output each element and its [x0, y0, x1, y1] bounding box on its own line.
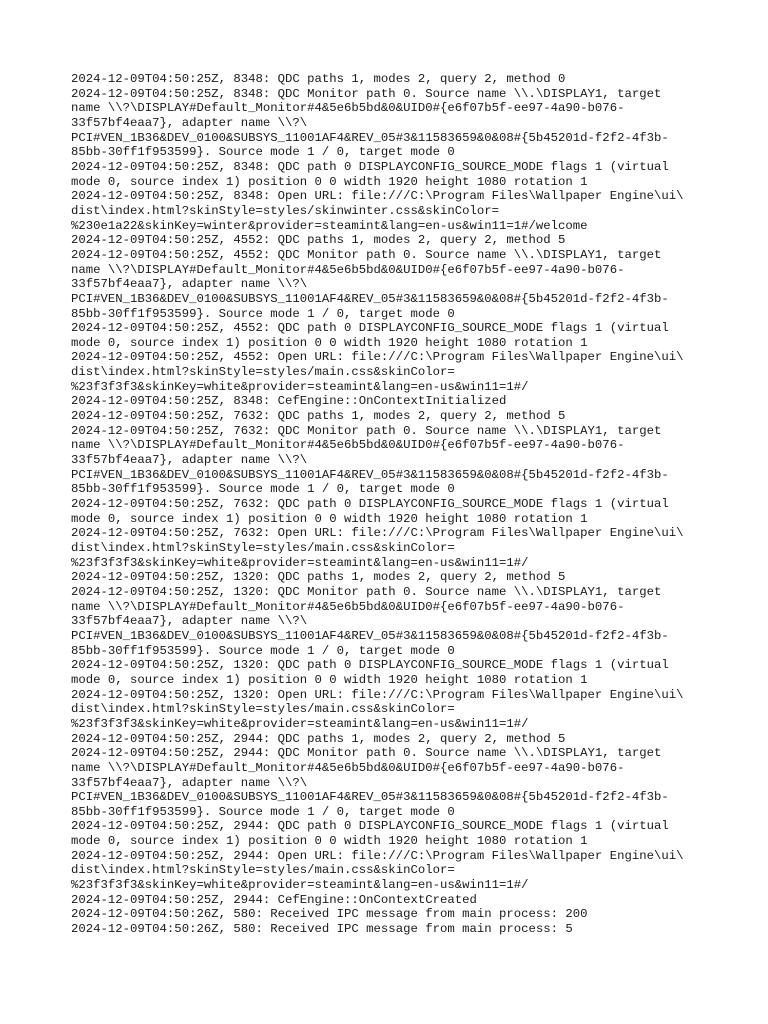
- log-line: 33f57bf4eaa7}, adapter name \\?\: [71, 775, 308, 790]
- log-line: %23f3f3f3&skinKey=white&provider=steamint&lang=en-us&win11=1#/: [71, 878, 529, 893]
- log-line: 2024-12-09T04:50:25Z, 4552: QDC paths 1, modes 2, query 2, method 5: [71, 233, 566, 248]
- log-line: 2024-12-09T04:50:26Z, 580: Received IPC message from main process: 200: [71, 907, 588, 922]
- log-line: name \\?\DISPLAY#Default_Monitor#4&5e6b5bd&0&UID0#{e6f07b5f-ee97-4a90-b076-: [71, 262, 625, 277]
- log-line: 85bb-30ff1f953599}. Source mode 1 / 0, target mode 0: [71, 145, 455, 160]
- log-line: %23f3f3f3&skinKey=white&provider=steamint&lang=en-us&win11=1#/: [71, 379, 529, 394]
- log-line: 33f57bf4eaa7}, adapter name \\?\: [71, 453, 308, 468]
- log-line: PCI#VEN_1B36&DEV_0100&SUBSYS_11001AF4&REV_05#3&11583659&0&08#{5b45201d-f2f2-4f3b-: [71, 790, 669, 805]
- log-line: 2024-12-09T04:50:25Z, 7632: QDC path 0 DISPLAYCONFIG_SOURCE_MODE flags 1 (virtual: [71, 497, 669, 512]
- log-line: dist\index.html?skinStyle=styles/main.css&skinColor=: [71, 702, 455, 717]
- log-line: 2024-12-09T04:50:26Z, 580: Received IPC message from main process: 5: [71, 922, 573, 937]
- log-line: 33f57bf4eaa7}, adapter name \\?\: [71, 277, 308, 292]
- log-line: mode 0, source index 1) position 0 0 width 1920 height 1080 rotation 1: [71, 335, 588, 350]
- log-line: 2024-12-09T04:50:25Z, 7632: QDC paths 1, modes 2, query 2, method 5: [71, 409, 566, 424]
- log-line: name \\?\DISPLAY#Default_Monitor#4&5e6b5bd&0&UID0#{e6f07b5f-ee97-4a90-b076-: [71, 101, 625, 116]
- log-line: 2024-12-09T04:50:25Z, 2944: CefEngine::OnContextCreated: [71, 892, 477, 907]
- log-line: 2024-12-09T04:50:25Z, 4552: Open URL: file:///C:\Program Files\Wallpaper Engine\ui\: [71, 350, 684, 365]
- log-line: mode 0, source index 1) position 0 0 width 1920 height 1080 rotation 1: [71, 174, 588, 189]
- log-line: 2024-12-09T04:50:25Z, 8348: QDC paths 1, modes 2, query 2, method 0: [71, 72, 566, 86]
- log-line: 2024-12-09T04:50:25Z, 8348: QDC Monitor path 0. Source name \\.\DISPLAY1, target: [71, 86, 662, 101]
- log-line: %23f3f3f3&skinKey=white&provider=steamint&lang=en-us&win11=1#/: [71, 716, 529, 731]
- log-line: 2024-12-09T04:50:25Z, 1320: QDC Monitor path 0. Source name \\.\DISPLAY1, target: [71, 584, 662, 599]
- log-line: name \\?\DISPLAY#Default_Monitor#4&5e6b5bd&0&UID0#{e6f07b5f-ee97-4a90-b076-: [71, 599, 625, 614]
- log-line: 2024-12-09T04:50:25Z, 7632: QDC Monitor path 0. Source name \\.\DISPLAY1, target: [71, 423, 662, 438]
- log-line: dist\index.html?skinStyle=styles/main.css&skinColor=: [71, 863, 455, 878]
- log-line: 33f57bf4eaa7}, adapter name \\?\: [71, 115, 308, 130]
- log-line: %230e1a22&skinKey=winter&provider=steamint&lang=en-us&win11=1#/welcome: [71, 218, 588, 233]
- log-line: 2024-12-09T04:50:25Z, 2944: QDC path 0 DISPLAYCONFIG_SOURCE_MODE flags 1 (virtual: [71, 819, 669, 834]
- log-line: %23f3f3f3&skinKey=white&provider=steamint&lang=en-us&win11=1#/: [71, 555, 529, 570]
- log-line: PCI#VEN_1B36&DEV_0100&SUBSYS_11001AF4&REV_05#3&11583659&0&08#{5b45201d-f2f2-4f3b-: [71, 130, 669, 145]
- log-line: 2024-12-09T04:50:25Z, 8348: QDC path 0 DISPLAYCONFIG_SOURCE_MODE flags 1 (virtual: [71, 159, 669, 174]
- log-line: 2024-12-09T04:50:25Z, 8348: Open URL: file:///C:\Program Files\Wallpaper Engine\ui\: [71, 189, 684, 204]
- log-line: 2024-12-09T04:50:25Z, 2944: QDC Monitor path 0. Source name \\.\DISPLAY1, target: [71, 746, 662, 761]
- log-line: 2024-12-09T04:50:25Z, 8348: CefEngine::OnContextInitialized: [71, 394, 507, 409]
- log-line: 33f57bf4eaa7}, adapter name \\?\: [71, 614, 308, 629]
- log-line: 2024-12-09T04:50:25Z, 1320: Open URL: file:///C:\Program Files\Wallpaper Engine\ui\: [71, 687, 684, 702]
- log-line: name \\?\DISPLAY#Default_Monitor#4&5e6b5bd&0&UID0#{e6f07b5f-ee97-4a90-b076-: [71, 760, 625, 775]
- log-line: 2024-12-09T04:50:25Z, 1320: QDC path 0 DISPLAYCONFIG_SOURCE_MODE flags 1 (virtual: [71, 658, 669, 673]
- log-line: 2024-12-09T04:50:25Z, 2944: Open URL: file:///C:\Program Files\Wallpaper Engine\ui\: [71, 848, 684, 863]
- log-line: mode 0, source index 1) position 0 0 width 1920 height 1080 rotation 1: [71, 834, 588, 849]
- log-line: 85bb-30ff1f953599}. Source mode 1 / 0, target mode 0: [71, 482, 455, 497]
- log-line: 85bb-30ff1f953599}. Source mode 1 / 0, target mode 0: [71, 804, 455, 819]
- log-line: 85bb-30ff1f953599}. Source mode 1 / 0, target mode 0: [71, 306, 455, 321]
- log-line: 2024-12-09T04:50:25Z, 1320: QDC paths 1, modes 2, query 2, method 5: [71, 570, 566, 585]
- log-line: PCI#VEN_1B36&DEV_0100&SUBSYS_11001AF4&REV_05#3&11583659&0&08#{5b45201d-f2f2-4f3b-: [71, 628, 669, 643]
- log-line: mode 0, source index 1) position 0 0 width 1920 height 1080 rotation 1: [71, 672, 588, 687]
- log-line: 2024-12-09T04:50:25Z, 4552: QDC path 0 DISPLAYCONFIG_SOURCE_MODE flags 1 (virtual: [71, 321, 669, 336]
- log-line: PCI#VEN_1B36&DEV_0100&SUBSYS_11001AF4&REV_05#3&11583659&0&08#{5b45201d-f2f2-4f3b-: [71, 291, 669, 306]
- log-line: dist\index.html?skinStyle=styles/main.css&skinColor=: [71, 541, 455, 555]
- log-line: name \\?\DISPLAY#Default_Monitor#4&5e6b5bd&0&UID0#{e6f07b5f-ee97-4a90-b076-: [71, 438, 625, 453]
- log-line: PCI#VEN_1B36&DEV_0100&SUBSYS_11001AF4&REV_05#3&11583659&0&08#{5b45201d-f2f2-4f3b-: [71, 467, 669, 482]
- log-line: 85bb-30ff1f953599}. Source mode 1 / 0, target mode 0: [71, 643, 455, 658]
- log-line: mode 0, source index 1) position 0 0 width 1920 height 1080 rotation 1: [71, 511, 588, 526]
- log-document: [71, 72, 711, 937]
- log-line: dist\index.html?skinStyle=styles/main.css&skinColor=: [71, 365, 455, 380]
- log-line: 2024-12-09T04:50:25Z, 7632: Open URL: file:///C:\Program Files\Wallpaper Engine\ui\: [71, 526, 684, 541]
- log-line: dist\index.html?skinStyle=styles/skinwinter.css&skinColor=: [71, 203, 500, 218]
- log-line: 2024-12-09T04:50:25Z, 2944: QDC paths 1, modes 2, query 2, method 5: [71, 731, 566, 746]
- log-line: 2024-12-09T04:50:25Z, 4552: QDC Monitor path 0. Source name \\.\DISPLAY1, target: [71, 247, 662, 262]
